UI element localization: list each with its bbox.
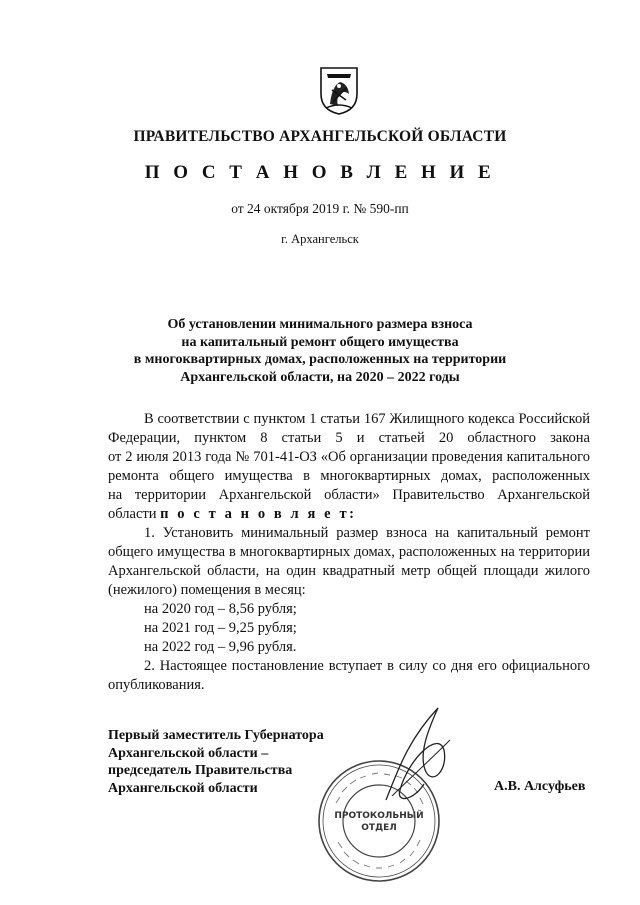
body-line: Федерации, пунктом 8 статьи 5 и статьей 20 областного закона xyxy=(108,430,590,446)
signer-name: А.В. Алсуфьев xyxy=(494,779,586,794)
handwritten-signature xyxy=(378,700,458,810)
paragraph-item-1 xyxy=(108,524,590,657)
document-subject xyxy=(0,316,640,386)
document-body xyxy=(108,410,590,695)
stamp-text: ПРОТОКОЛЬНЫЙ xyxy=(334,811,424,821)
subject-line: в многоквартирных домах, расположенных на территории xyxy=(133,352,507,367)
subject-line: на капитальный ремонт общего имущества xyxy=(181,334,459,350)
body-line: на территории Архангельской области» Правительство Архангельской xyxy=(108,487,590,503)
body-line: 2. Настоящее постановление вступает в силу со дня его официального xyxy=(144,658,590,674)
position-line: Архангельской области – xyxy=(108,745,269,761)
coat-of-arms-emblem xyxy=(318,64,360,116)
body-line: области xyxy=(108,506,157,522)
paragraph-item-2 xyxy=(108,657,590,695)
body-line: ремонта общего имущества в многоквартирных домах, расположенных xyxy=(108,468,590,484)
position-line: Первый заместитель Губернатора xyxy=(108,728,324,743)
decree-word: п о с т а н о в л я е т: xyxy=(160,506,357,522)
position-line: председатель Правительства xyxy=(108,763,293,778)
signer-position xyxy=(108,727,324,797)
stamp-text: ОТДЕЛ xyxy=(361,823,397,833)
rate-line: на 2022 год – 9,96 рубля. xyxy=(144,639,297,655)
document-city: г. Архангельск xyxy=(281,232,359,246)
rate-line: на 2020 год – 8,56 рубля; xyxy=(144,601,297,617)
body-line: В соответствии с пунктом 1 статьи 167 Жилищного кодекса Российской xyxy=(144,411,590,427)
rate-line: на 2021 год – 9,25 рубля; xyxy=(144,620,297,636)
document-type: П О С Т А Н О В Л Е Н И Е xyxy=(144,162,496,183)
body-line: общего имущества в многоквартирных домах, расположенных на территории xyxy=(108,544,590,560)
subject-line: Архангельской области, на 2020 – 2022 годы xyxy=(180,369,460,385)
body-line: Архангельской области, на один квадратный метр общей площади жилого xyxy=(108,563,590,579)
body-line: опубликования. xyxy=(108,677,205,693)
body-line: 1. Установить минимальный размер взноса на капитальный ремонт xyxy=(144,525,590,541)
subject-line: Об установлении минимального размера взноса xyxy=(167,317,473,332)
body-line: от 2 июля 2013 года № 701-41-ОЗ «Об организации проведения капитального xyxy=(108,449,590,465)
government-title: ПРАВИТЕЛЬСТВО АРХАНГЕЛЬСКОЙ ОБЛАСТИ xyxy=(133,128,507,145)
position-line: Архангельской области xyxy=(108,780,258,796)
body-line: (нежилого) помещения в месяц: xyxy=(108,582,306,598)
document-date-number: от 24 октября 2019 г. № 590-пп xyxy=(231,201,409,216)
paragraph-preamble xyxy=(108,410,590,524)
